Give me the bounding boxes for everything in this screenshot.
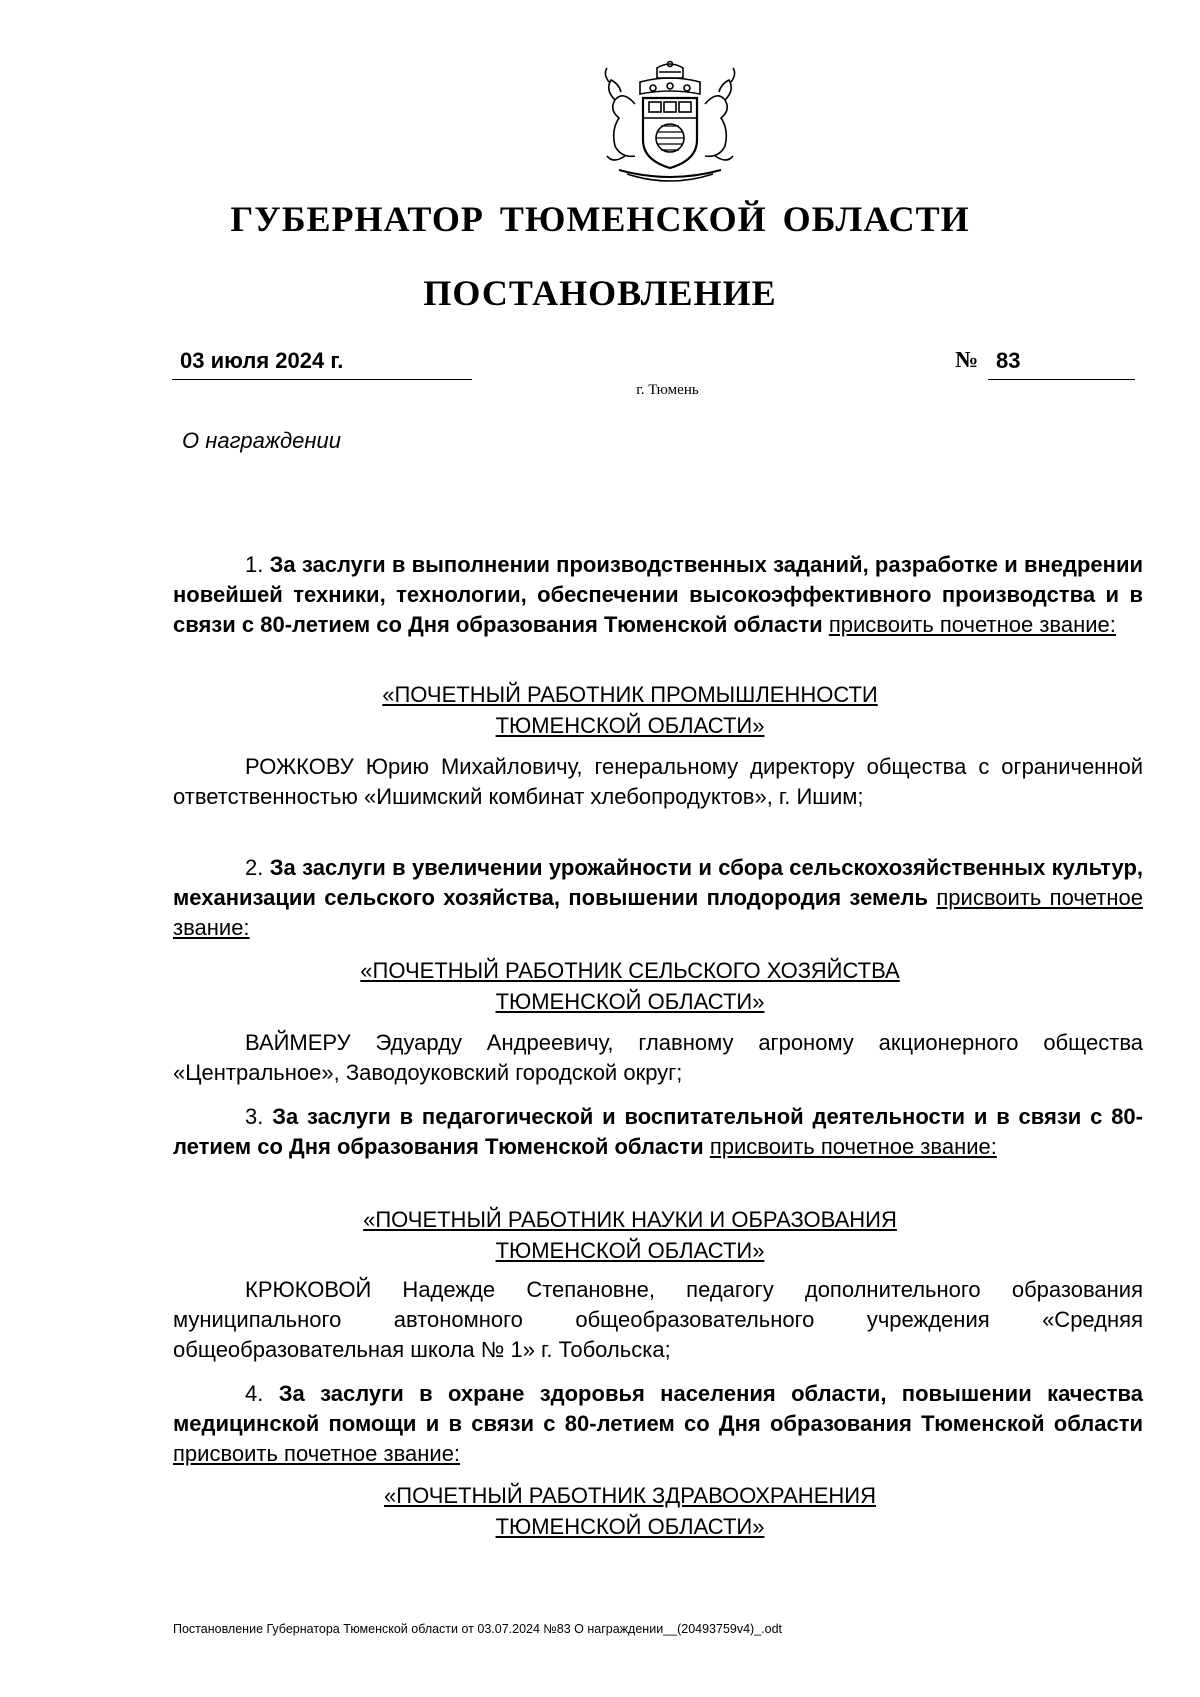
document-date-value: 03 июля 2024 г.: [180, 348, 344, 373]
item-4-paragraph: [173, 1379, 1143, 1469]
item-reason: За заслуги в увеличении урожайности и сбора сельскохозяйственных культур, механизации сельского хозяйства, повышении плодородия земель: [173, 855, 1143, 910]
item-number: 3.: [245, 1104, 264, 1129]
item-4-title: [0, 1480, 1200, 1542]
city-name: г. Тюмень: [636, 382, 699, 398]
title-line-2: ТЮМЕНСКОЙ ОБЛАСТИ»: [495, 989, 765, 1014]
organization-title: ГУБЕРНАТОР ТЮМЕНСКОЙ ОБЛАСТИ: [230, 199, 970, 239]
awardee-text: ВАЙМЕРУ Эдуарду Андреевичу, главному агроному акционерного общества «Центральное», Заводоуковский городской округ;: [173, 1030, 1143, 1085]
item-3-paragraph: [173, 1102, 1143, 1162]
item-2-awardee: [173, 1028, 1143, 1088]
item-action: присвоить почетное звание:: [709, 1134, 997, 1159]
item-number: 4.: [245, 1381, 264, 1406]
awardee-text: РОЖКОВУ Юрию Михайловичу, генеральному директору общества с ограниченной ответственностью «Ишимский комбинат хлебопродуктов», г. Ишим;: [173, 754, 1143, 809]
document-number: [955, 345, 1135, 379]
document-type: ПОСТАНОВЛЕНИЕ: [423, 273, 777, 313]
title-line-2: ТЮМЕНСКОЙ ОБЛАСТИ»: [495, 1514, 765, 1539]
item-1-title: [0, 679, 1200, 741]
item-reason: За заслуги в выполнении производственных заданий, разработке и внедрении новейшей техники, технологии, обеспечении высокоэффективного производства и в связи с 80-летием со Дня образования Тюменской области: [173, 552, 1143, 637]
item-reason: За заслуги в педагогической и воспитательной деятельности и в связи с 80-летием со Дня образования Тюменской области: [173, 1104, 1143, 1159]
item-1-paragraph: [173, 550, 1143, 640]
title-line-1: «ПОЧЕТНЫЙ РАБОТНИК СЕЛЬСКОГО ХОЗЯЙСТВА: [360, 958, 900, 983]
item-number: 1.: [245, 552, 264, 577]
item-action: присвоить почетное звание:: [828, 612, 1116, 637]
number-sign: №: [955, 347, 979, 372]
title-line-1: «ПОЧЕТНЫЙ РАБОТНИК НАУКИ И ОБРАЗОВАНИЯ: [363, 1207, 897, 1232]
title-line-1: «ПОЧЕТНЫЙ РАБОТНИК ЗДРАВООХРАНЕНИЯ: [384, 1483, 876, 1508]
title-line-1: «ПОЧЕТНЫЙ РАБОТНИК ПРОМЫШЛЕННОСТИ: [382, 682, 878, 707]
title-line-2: ТЮМЕНСКОЙ ОБЛАСТИ»: [495, 1238, 765, 1263]
item-action: присвоить почетное звание:: [173, 1441, 461, 1466]
coat-of-arms-icon: [585, 60, 755, 190]
item-reason: За заслуги в охране здоровья населения области, повышении качества медицинской помощи и в связи с 80-летием со Дня образования Тюменской области: [173, 1381, 1143, 1436]
document-number-value: 83: [996, 348, 1021, 373]
document-subject: О награждении: [182, 428, 341, 453]
awardee-text: КРЮКОВОЙ Надежде Степановне, педагогу дополнительного образования муниципального автономного общеобразовательного учреждения «Средняя общеобразовательная школа № 1» г. Тобольска;: [173, 1277, 1143, 1362]
document-footer: Постановление Губернатора Тюменской области от 03.07.2024 №83 О награждении__(20493759v4)_.odt: [173, 1622, 783, 1636]
item-2-title: [0, 955, 1200, 1017]
document-date: [172, 345, 472, 380]
document-number-field: [988, 345, 1135, 380]
item-3-title: [0, 1204, 1200, 1266]
item-3-awardee: [173, 1275, 1143, 1365]
title-line-2: ТЮМЕНСКОЙ ОБЛАСТИ»: [495, 713, 765, 738]
item-2-paragraph: [173, 853, 1143, 943]
item-number: 2.: [245, 855, 264, 880]
item-1-awardee: [173, 752, 1143, 812]
item-action: присвоить почетное звание:: [173, 885, 1143, 940]
